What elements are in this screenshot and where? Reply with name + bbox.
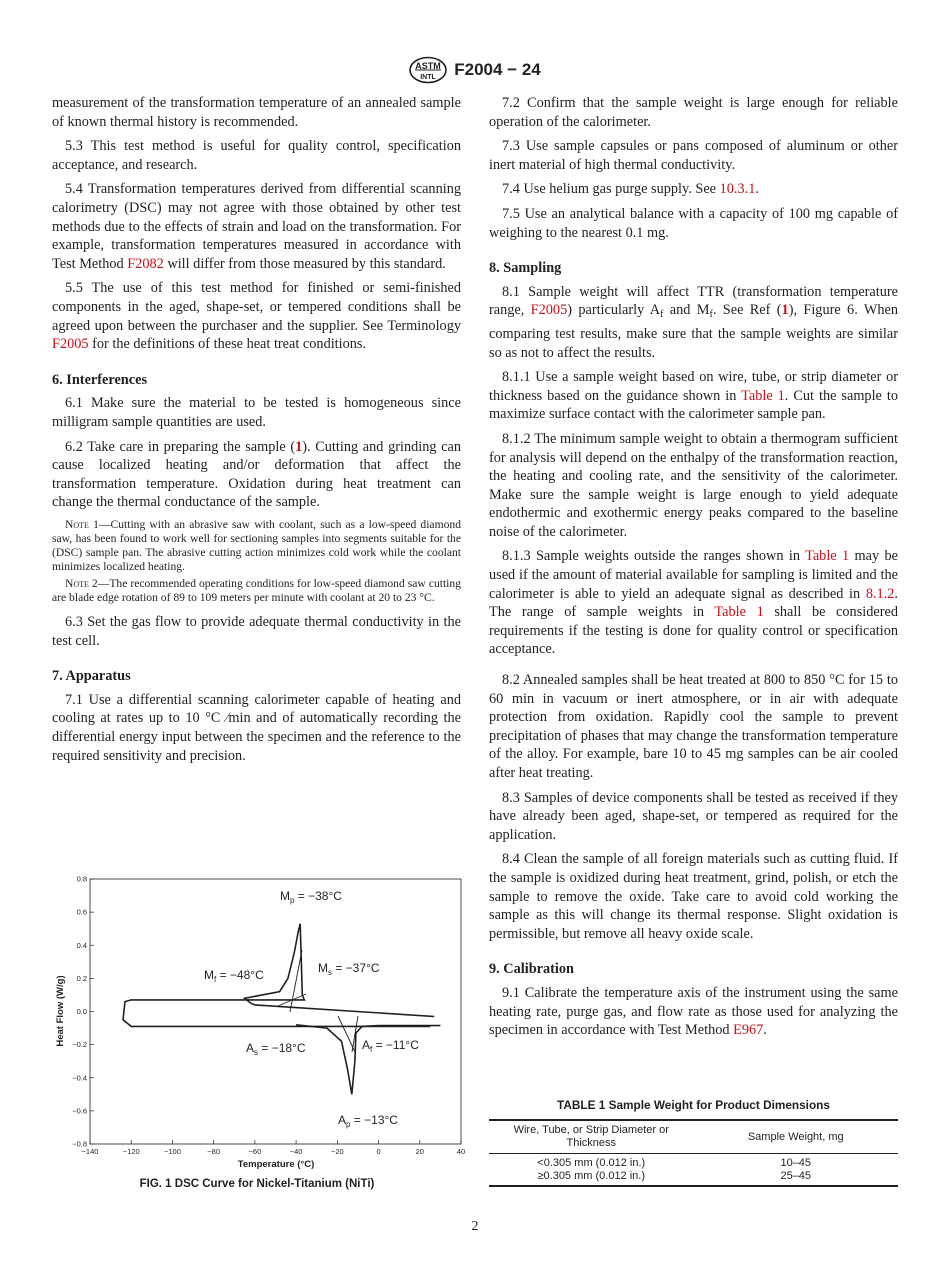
table-cell: 25–45	[694, 1170, 899, 1186]
label-ap: $A_p = -13^\circ C$	[338, 1113, 398, 1129]
link-table-1c[interactable]: Table 1	[714, 604, 764, 621]
paragraph-5-5: 5.5 The use of this test method for finished or semi-finished components in the aged, shape-set, or tempered conditions shall be agreed upon between the purchaser and the supplier. See Terminology F2005 for the definitions of these heat treat conditions.	[52, 280, 461, 353]
page-header	[0, 56, 950, 84]
label-as: $A_s = -18^\circ C$	[246, 1041, 306, 1057]
paragraph-7-2: 7.2 Confirm that the sample weight is large enough for reliable operation of the calorimeter.	[489, 95, 898, 130]
table-cell: <0.305 mm (0.012 in.)	[537, 1157, 646, 1169]
standard-code: F2004 − 24	[454, 60, 541, 79]
table-1	[489, 1098, 898, 1187]
label-mp: $M_p = -38^\circ C$	[280, 889, 342, 905]
y-ticks	[72, 875, 94, 1149]
paragraph-8-2: 8.2 Annealed samples shall be heat treated at 800 to 850 °C for 15 to 60 min in vacuum or inert atmosphere, or in air with adequate protection from oxidation. Rapidly cool the sample to prevent precipitation of phases that may change the transformation temperature of the alloy. For example, bare 10 to 45 mg samples can be air cooled after heat treating.	[489, 672, 898, 781]
paragraph-8-1: 8.1 Sample weight will affect TTR (transformation temperature range, F2005) particularly $A_f$ and $M_f$. See Ref (1), Figure 6. When comparing test results, make sure that the sample weights are similar so as not to affect the results.	[489, 283, 898, 361]
y-tick-label: −0.8	[72, 1139, 87, 1149]
note-1: Note 1—Cutting with an abrasive saw with coolant, such as a low-speed diamond saw, has been found to work well for sectioning samples into segments suitable for the (DSC) sample pan. The abrasive cutting action minimizes cold work while the coolant minimizes localized heating.	[52, 517, 461, 574]
table-row	[489, 1154, 898, 1171]
table-title: TABLE 1 Sample Weight for Product Dimensions	[557, 1098, 830, 1112]
paragraph-7-4: 7.4 Use helium gas purge supply. See 10.3.1.	[502, 181, 759, 198]
section-9-heading: 9. Calibration	[489, 961, 574, 978]
table-header-weight: Sample Weight, mg	[694, 1120, 899, 1154]
paragraph-8-1-2: 8.1.2 The minimum sample weight to obtain a thermogram sufficient for analysis will depend on the enthalpy of the transformation reaction, the heating and cooling rate, and the sensitivity of the calorimeter. Make sure the sample weight is large enough to yield adequate endothermic and exothermic energy peaks compared to the baseline noise of the calorimeter.	[489, 430, 898, 540]
section-8-heading: 8. Sampling	[489, 260, 562, 277]
heating-curve	[296, 1025, 440, 1095]
x-axis-title: Temperature (°C)	[237, 1159, 315, 1170]
link-f2005-b[interactable]: F2005	[530, 302, 568, 319]
x-tick-label: −120	[122, 1147, 140, 1156]
table-cell: 10–45	[780, 1157, 812, 1169]
table-row	[489, 1170, 898, 1186]
label-mf: $M_f = -48^\circ C$	[204, 968, 264, 984]
y-tick-label: −0.2	[72, 1040, 87, 1050]
y-tick-label: 0.0	[76, 1007, 87, 1016]
svg-text:ASTM: ASTM	[415, 61, 441, 71]
paragraph-5-4: 5.4 Transformation temperatures derived from differential scanning calorimetry (DSC) may not agree with those obtained by other test methods due to the effects of strain and load on the transformation. For example, transformation temperatures measured in accordance with Test Method F2082 will differ from those measured by this standard.	[52, 181, 461, 272]
paragraph-8-3: 8.3 Samples of device components shall be tested as received if they have already been aged, shape-set, or tempered as required for the application.	[489, 789, 898, 843]
paragraph-7-3: 7.3 Use sample capsules or pans composed of aluminum or other inert material of high thermal conductivity.	[489, 138, 898, 173]
paragraph-5-3: 5.3 This test method is useful for quality control, specification acceptance, and research.	[52, 138, 461, 173]
svg-text:INTL: INTL	[420, 74, 437, 81]
link-f2005[interactable]: F2005	[52, 336, 89, 353]
link-e967[interactable]: E967	[733, 1022, 764, 1039]
astm-logo-icon	[409, 56, 447, 84]
paragraph-5-2-continued: measurement of the transformation temperature of an annealed sample of known thermal history is recommended.	[52, 95, 461, 130]
y-tick-label: −0.4	[72, 1073, 87, 1083]
x-tick-label: −60	[248, 1147, 262, 1156]
paragraph-7-1: 7.1 Use a differential scanning calorimeter capable of heating and cooling at rates up to 10 °C ⁄min and of automatically recording the differential energy input between the specimen and the reference to the required sensitivity and precision.	[52, 691, 461, 764]
cooling-curve	[123, 924, 434, 1027]
x-tick-label: −80	[207, 1147, 221, 1156]
y-tick-label: 0.4	[76, 940, 87, 950]
page-number: 2	[471, 1219, 479, 1234]
paragraph-6-3: 6.3 Set the gas flow to provide adequate thermal conductivity in the test cell.	[52, 614, 461, 649]
label-ms: $M_s = -37^\circ C$	[318, 961, 380, 977]
paragraph-8-1-1: 8.1.1 Use a sample weight based on wire, tube, or strip diameter or thickness based on the guidance shown in Table 1. Cut the sample to maximize surface contact with the calorimeter sample pan.	[489, 369, 898, 423]
ref-link-1[interactable]: 1	[295, 438, 303, 455]
x-tick-label: −100	[163, 1147, 181, 1156]
paragraph-7-5: 7.5 Use an analytical balance with a capacity of 100 mg capable of weighing to the nearest 0.1 mg.	[489, 205, 898, 241]
paragraph-9-1: 9.1 Calibrate the temperature axis of the instrument using the same heating rate, purge gas, and flow rate as those used for analyzing the specimen in accordance with Test Method E967.	[489, 984, 898, 1039]
paragraph-8-1-3: 8.1.3 Sample weights outside the ranges shown in Table 1 may be used if the amount of material available for sampling is limited and the calorimeter is able to yield an adequate signal as described in 8.1.2. The range of sample weights in Table 1 shall be considered requirements if the testing is done for quality control or specification acceptance.	[489, 548, 898, 658]
y-axis-title: Heat Flow (W/g)	[55, 975, 66, 1047]
link-table-1[interactable]: Table 1	[741, 387, 785, 404]
x-ticks	[82, 1140, 466, 1156]
label-af: $A_f = -11^\circ C$	[362, 1038, 419, 1054]
y-tick-label: −0.6	[72, 1106, 87, 1116]
link-8-1-2[interactable]: 8.1.2	[865, 585, 895, 602]
y-axis-label	[55, 975, 66, 1046]
paragraph-8-4: 8.4 Clean the sample of all foreign materials such as cutting fluid. If the sample is oxidized during heat treatment, grind, polish, or etch the sample to remove the oxide. Take care to avoid cold working the sample as this will change its thermal response. Slight oxidation is permissible, but remove all heavy oxide scale.	[489, 851, 898, 942]
link-table-1b[interactable]: Table 1	[805, 548, 850, 565]
paragraph-6-2: 6.2 Take care in preparing the sample (1). Cutting and grinding can cause localized heating and/or deformation that affect the transformation temperature. Oxidation during heat treatment can change the thermal conductance of the sample.	[52, 438, 461, 511]
paragraph-6-1: 6.1 Make sure the material to be tested is homogeneous since milligram sample quantities are used.	[52, 395, 461, 430]
y-tick-label: 0.2	[76, 973, 87, 983]
ref-link-1b[interactable]: 1	[781, 302, 789, 319]
x-tick-label: −40	[289, 1147, 303, 1156]
link-10-3-1[interactable]: 10.3.1	[719, 181, 756, 198]
table-header-dimension: Wire, Tube, or Strip Diameter or Thickness	[489, 1120, 694, 1154]
plot-frame	[90, 879, 461, 1144]
section-6-heading: 6. Interferences	[52, 371, 148, 388]
mf-tangent	[290, 950, 302, 1012]
figure-caption: FIG. 1 DSC Curve for Nickel-Titanium (NiTi)	[139, 1178, 375, 1190]
dsc-chart	[52, 866, 466, 1196]
right-column	[489, 94, 898, 1046]
y-tick-label: 0.8	[76, 874, 87, 884]
sample-weight-table	[489, 1119, 898, 1187]
note-2: Note 2—The recommended operating conditions for low-speed diamond saw cutting are blade edge rotation of 89 to 109 meters per minute with coolant at 20 to 23 °C.	[52, 576, 461, 604]
y-tick-label: 0.6	[76, 907, 87, 917]
section-7-heading: 7. Apparatus	[52, 668, 131, 685]
left-column	[52, 94, 461, 771]
x-tick-label: 20	[415, 1147, 424, 1156]
table-cell: ≥0.305 mm (0.012 in.)	[489, 1170, 694, 1186]
link-f2082[interactable]: F2082	[127, 255, 164, 272]
x-tick-label: 40	[456, 1147, 466, 1156]
x-tick-label: −20	[330, 1147, 344, 1156]
x-tick-label: −140	[81, 1147, 99, 1156]
x-tick-label: 0	[376, 1147, 381, 1156]
